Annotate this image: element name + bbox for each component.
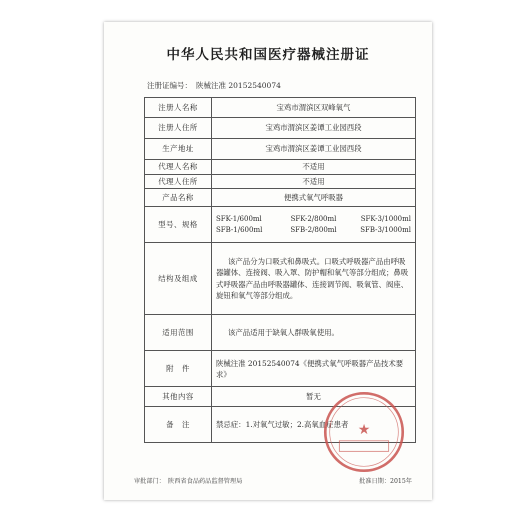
model-item: SFB-1/600ml — [216, 225, 263, 234]
approval-department: 审批部门： 陕西省食品药品监督管理局 — [134, 478, 243, 485]
field-value: 禁忌症：1.对氧气过敏；2.高氧血症患者 — [212, 407, 416, 443]
row-models — [145, 207, 416, 243]
official-seal-icon — [320, 388, 408, 476]
field-key: 产品名称 — [145, 189, 212, 207]
field-value: 宝鸡市渭滨区双峰氧气 — [212, 98, 416, 118]
field-value: 宝鸡市渭滨区姜谭工业园西段 — [212, 139, 416, 160]
registration-number-label: 注册证编号： — [147, 81, 192, 90]
document-title: 中华人民共和国医疗器械注册证 — [166, 47, 370, 63]
row-structure — [145, 243, 416, 315]
field-key: 备 注 — [145, 407, 212, 443]
row-agent-name — [145, 160, 416, 175]
field-value — [212, 207, 416, 243]
model-item: SFB-3/1000ml — [360, 225, 411, 234]
row-agent-address — [145, 175, 416, 189]
field-key: 代理人名称 — [145, 160, 212, 175]
row-scope — [145, 315, 416, 351]
field-key: 适用范围 — [145, 315, 212, 351]
field-value: 便携式氧气呼吸器 — [212, 189, 416, 207]
approval-date: 批准日期：2015年 — [359, 478, 412, 485]
model-item: SFK-2/800ml — [290, 215, 337, 224]
model-list — [216, 214, 411, 235]
row-registrant-address — [145, 118, 416, 139]
registration-number — [147, 80, 281, 91]
field-key: 其他内容 — [145, 387, 212, 407]
field-value: 不适用 — [212, 160, 416, 175]
row-production-address — [145, 139, 416, 160]
svg-text:★: ★ — [357, 421, 371, 438]
row-product-name — [145, 189, 416, 207]
field-key: 结构及组成 — [145, 243, 212, 315]
model-item: SFK-1/600ml — [216, 215, 262, 224]
field-value: 该产品分为口吸式和鼻吸式。口吸式呼吸器产品由呼吸器罐体、连接阀、吸入罩、防护帽和氧气等部分组成；鼻吸式呼吸器产品由呼吸器罐体、连接调节阀、吸氧管、阀座、旋钮和氧气等部分组成。 — [212, 243, 416, 315]
field-key: 注册人名称 — [145, 98, 212, 118]
row-attachment — [145, 351, 416, 387]
field-value: 该产品适用于缺氧人群吸氧使用。 — [212, 315, 416, 351]
footer — [134, 476, 412, 485]
field-value: 陕械注准 20152540074《便携式氧气呼吸器产品技术要求》 — [212, 351, 416, 387]
model-item: SFB-2/800ml — [290, 225, 337, 234]
registration-number-value: 陕械注准 20152540074 — [196, 81, 281, 90]
field-key: 附 件 — [145, 351, 212, 387]
field-value: 宝鸡市渭滨区姜谭工业园西段 — [212, 118, 416, 139]
model-item: SFK-3/1000ml — [360, 215, 411, 224]
field-key: 生产地址 — [145, 139, 212, 160]
field-key: 型号、规格 — [145, 207, 212, 243]
field-key: 代理人住所 — [145, 175, 212, 189]
field-value: 不适用 — [212, 175, 416, 189]
field-key: 注册人住所 — [145, 118, 212, 139]
row-registrant-name — [145, 98, 416, 118]
field-value: 暂无 — [212, 387, 416, 407]
